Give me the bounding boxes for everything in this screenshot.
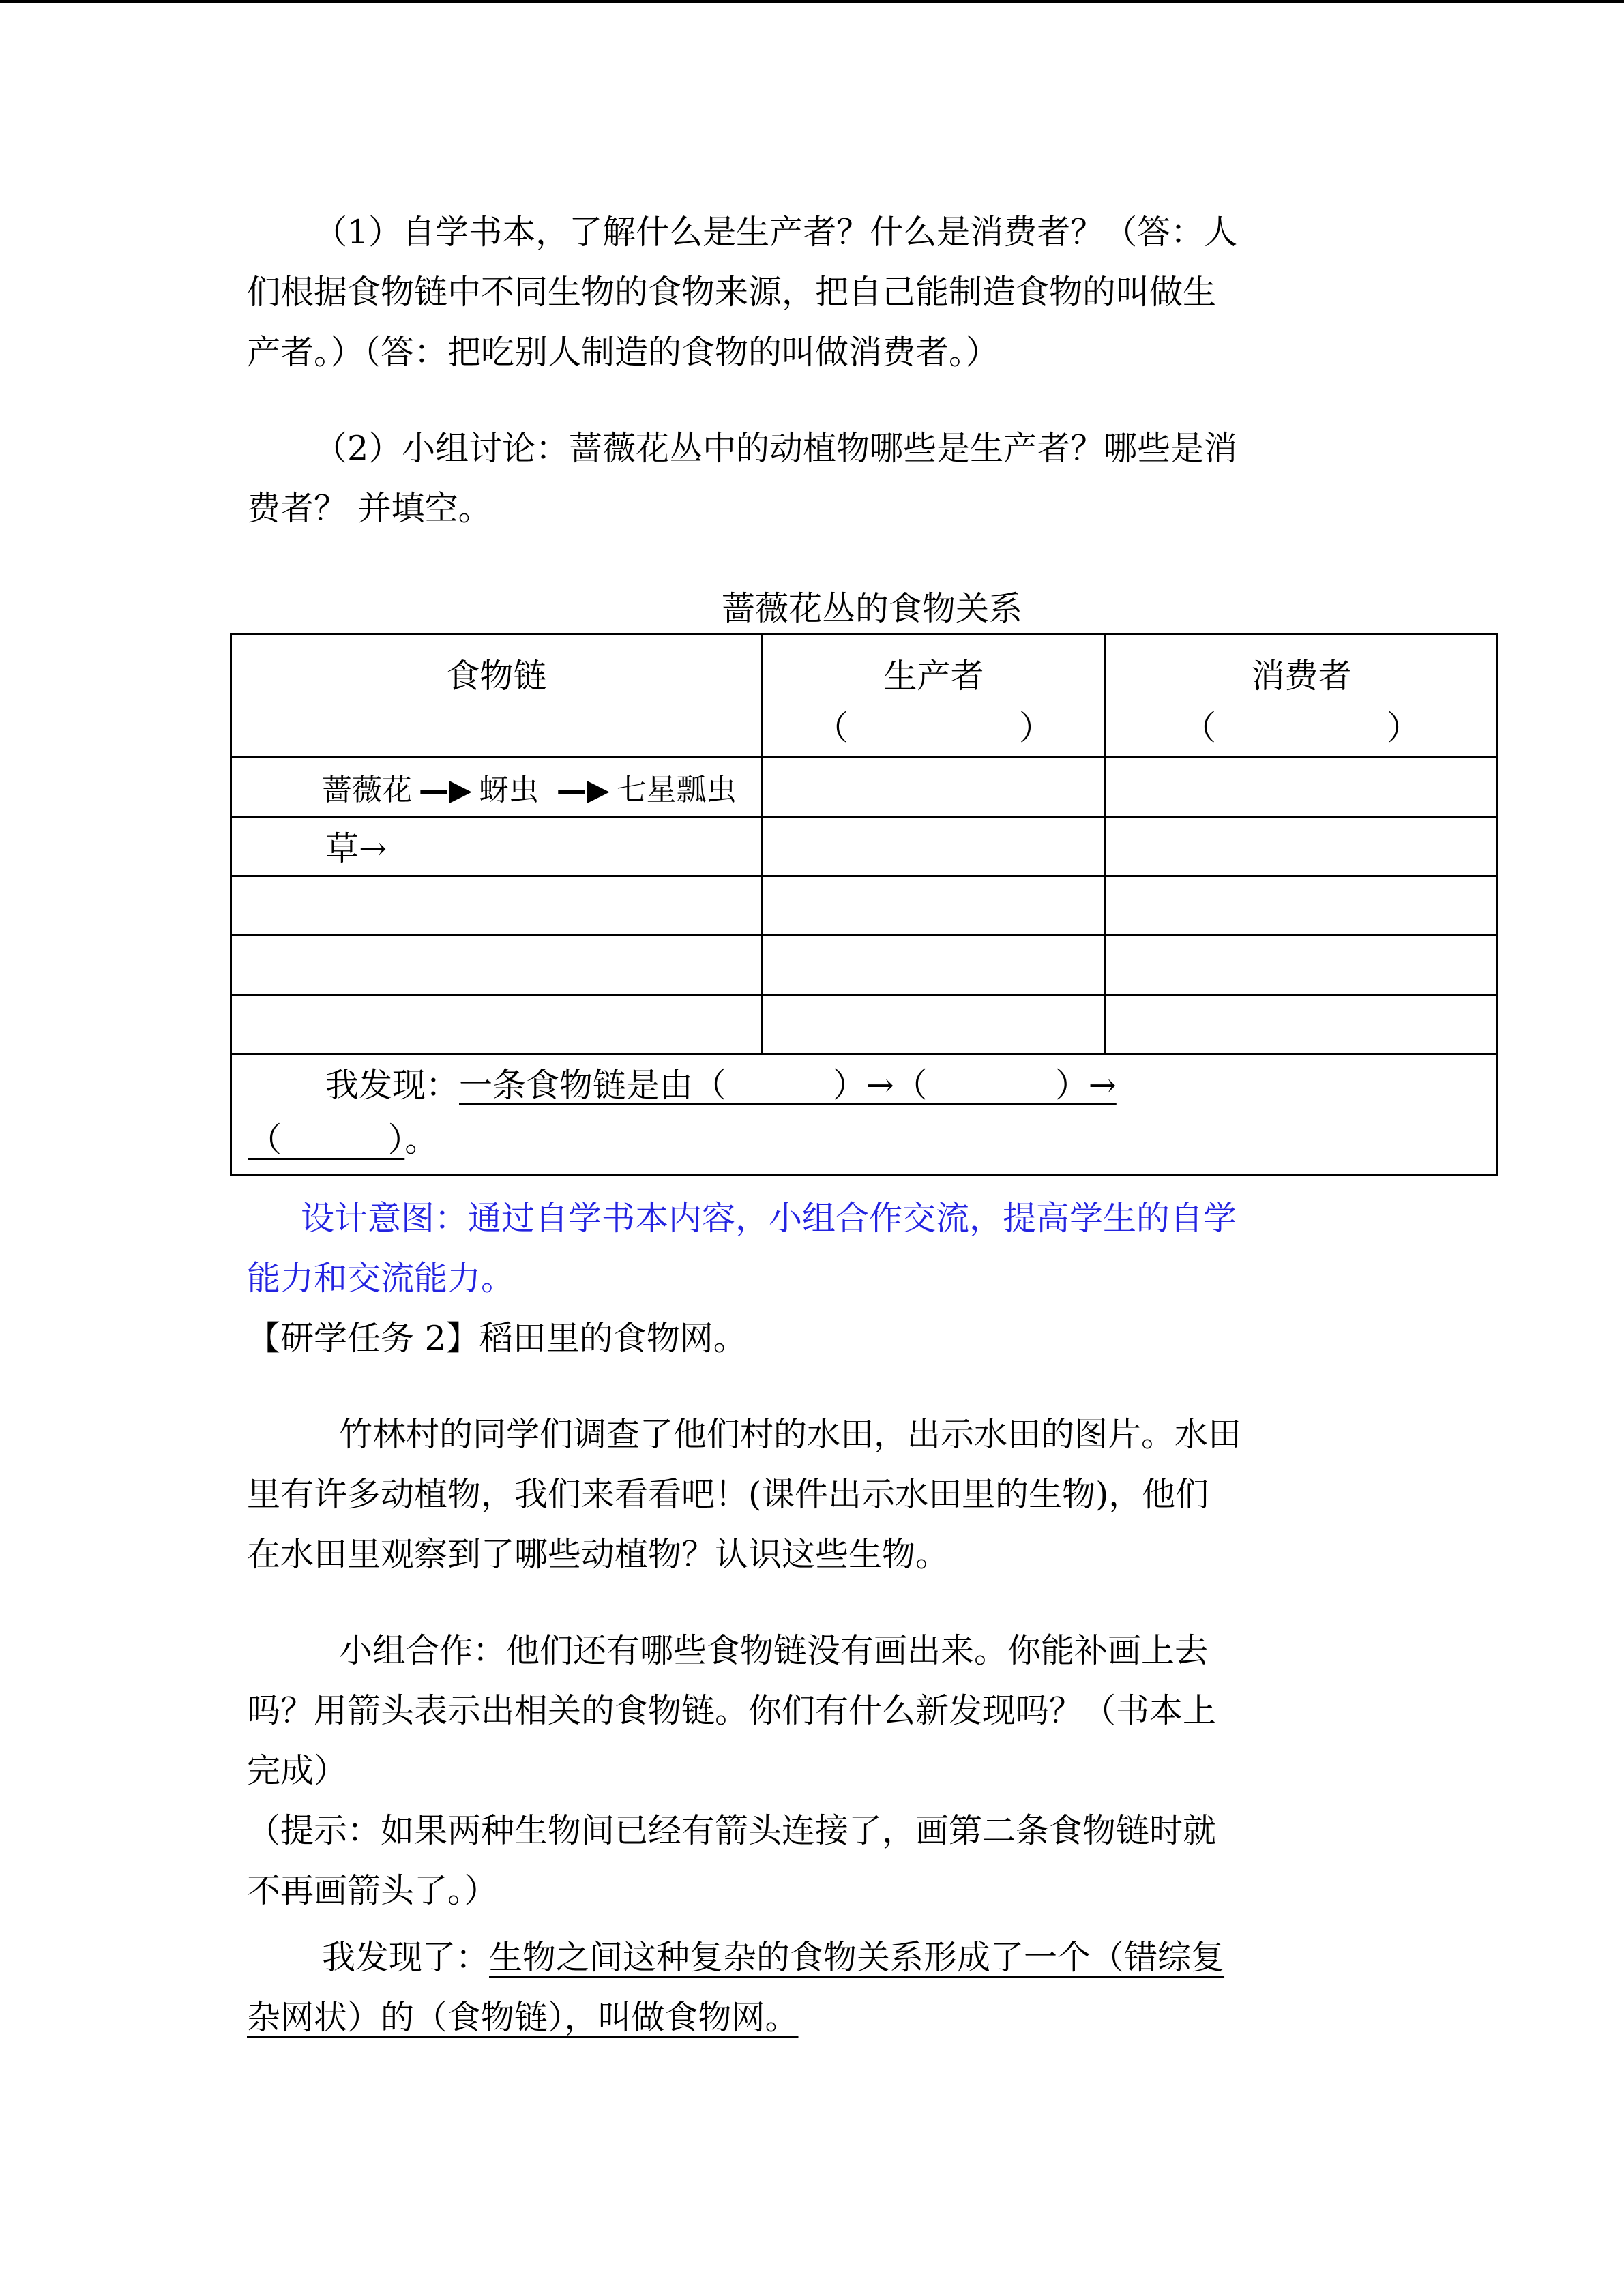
task-2-paragraph-2-line-1: 小组合作：他们还有哪些食物链没有画出来。你能补画上去 (339, 1631, 1209, 1670)
task-2-paragraph-1-line-1: 竹林村的同学们调查了他们村的水田，出示水田的图片。水田 (339, 1415, 1242, 1454)
food-chain-cell-5[interactable] (231, 995, 763, 1054)
food-chain-cell-3[interactable] (231, 876, 763, 936)
design-note-line-2: 能力和交流能力。 (247, 1259, 515, 1298)
food-relation-table (230, 633, 1498, 1176)
table-row (231, 817, 1498, 876)
design-note-line-1: 设计意图：通过自学书本内容，小组合作交流，提高学生的自学 (301, 1199, 1237, 1238)
consumer-cell-2[interactable] (1106, 817, 1498, 876)
paragraph-2-line-2: 费者？ 并填空。 (247, 489, 492, 528)
consumer-cell-3[interactable] (1106, 876, 1498, 936)
producer-cell-3[interactable] (762, 876, 1105, 936)
producer-cell-2[interactable] (762, 817, 1105, 876)
food-chain-cell-2[interactable]: 草→ (231, 817, 763, 876)
finding-blank-1[interactable]: 一条食物链是由（ ）→（ ）→ (459, 1066, 1117, 1105)
table-row (231, 936, 1498, 995)
task-2-paragraph-1-line-3: 在水田里观察到了哪些动植物？认识这些生物。 (247, 1535, 949, 1574)
task-2-paragraph-2-line-3: 完成） (247, 1751, 348, 1790)
producer-cell-5[interactable] (762, 995, 1105, 1054)
table-row (231, 758, 1498, 817)
finding-period: 。 (404, 1120, 439, 1159)
arrow-icon: —▶ (419, 773, 472, 807)
found-line-1 (322, 1927, 1224, 1988)
finding-blank-2[interactable]: （ ） (248, 1120, 405, 1159)
chain-rose: 蔷薇花 (322, 773, 412, 807)
hint-line-2: 不再画箭头了。） (247, 1871, 498, 1910)
header-food-chain-label: 食物链 (446, 657, 547, 696)
paragraph-1-line-3: 产者。）（答：把吃别人制造的食物的叫做消费者。） (247, 333, 999, 372)
food-chain-cell-1 (231, 758, 763, 817)
producer-cell-1[interactable] (762, 758, 1105, 817)
consumer-blank-parens[interactable]: （ ） (1183, 709, 1421, 747)
finding-cell (231, 1054, 1498, 1175)
found-answer-2: 杂网状）的（食物链），叫做食物网。 (247, 1998, 799, 2037)
chain-aphid: 蚜虫 (478, 773, 539, 807)
finding-line-1 (325, 1062, 1117, 1109)
food-chain-cell-4[interactable] (231, 936, 763, 995)
hint-line-1: （提示：如果两种生物间已经有箭头连接了，画第二条食物链时就 (247, 1811, 1217, 1850)
paragraph-1-line-2: 们根据食物链中不同生物的食物来源，把自己能制造食物的叫做生 (247, 273, 1217, 312)
chain-ladybug: 七星瓢虫 (616, 773, 737, 807)
header-producer (762, 634, 1105, 758)
consumer-cell-4[interactable] (1106, 936, 1498, 995)
found-line-2 (247, 1987, 799, 2048)
consumer-cell-1[interactable] (1106, 758, 1498, 817)
header-food-chain (231, 634, 763, 758)
producer-blank-parens[interactable]: （ ） (814, 709, 1052, 747)
paragraph-1-line-1: （1）自学书本，了解什么是生产者？什么是消费者？（答：人 (314, 213, 1238, 252)
header-producer-label: 生产者 (883, 657, 984, 696)
header-consumer-label: 消费者 (1251, 657, 1352, 696)
finding-label: 我发现： (325, 1066, 460, 1105)
arrow-icon: —▶ (556, 773, 610, 807)
task-2-title: 【研学任务 2】稻田里的食物网。 (247, 1319, 747, 1358)
paragraph-2-line-1: （2）小组讨论：蔷薇花丛中的动植物哪些是生产者？哪些是消 (314, 429, 1238, 468)
found-answer-1: 生物之间这种复杂的食物关系形成了一个（错综复 (489, 1938, 1225, 1977)
header-consumer (1106, 634, 1498, 758)
table-caption: 蔷薇花丛的食物关系 (722, 589, 1023, 628)
producer-cell-4[interactable] (762, 936, 1105, 995)
table-row (231, 995, 1498, 1054)
consumer-cell-5[interactable] (1106, 995, 1498, 1054)
table-row (231, 876, 1498, 936)
task-2-paragraph-2-line-2: 吗？用箭头表示出相关的食物链。你们有什么新发现吗？（书本上 (247, 1691, 1217, 1730)
task-2-paragraph-1-line-2: 里有许多动植物，我们来看看吧！(课件出示水田里的生物)，他们 (247, 1475, 1209, 1514)
top-border-line (0, 0, 1624, 3)
finding-line-2 (248, 1116, 438, 1164)
found-label: 我发现了： (322, 1938, 490, 1977)
